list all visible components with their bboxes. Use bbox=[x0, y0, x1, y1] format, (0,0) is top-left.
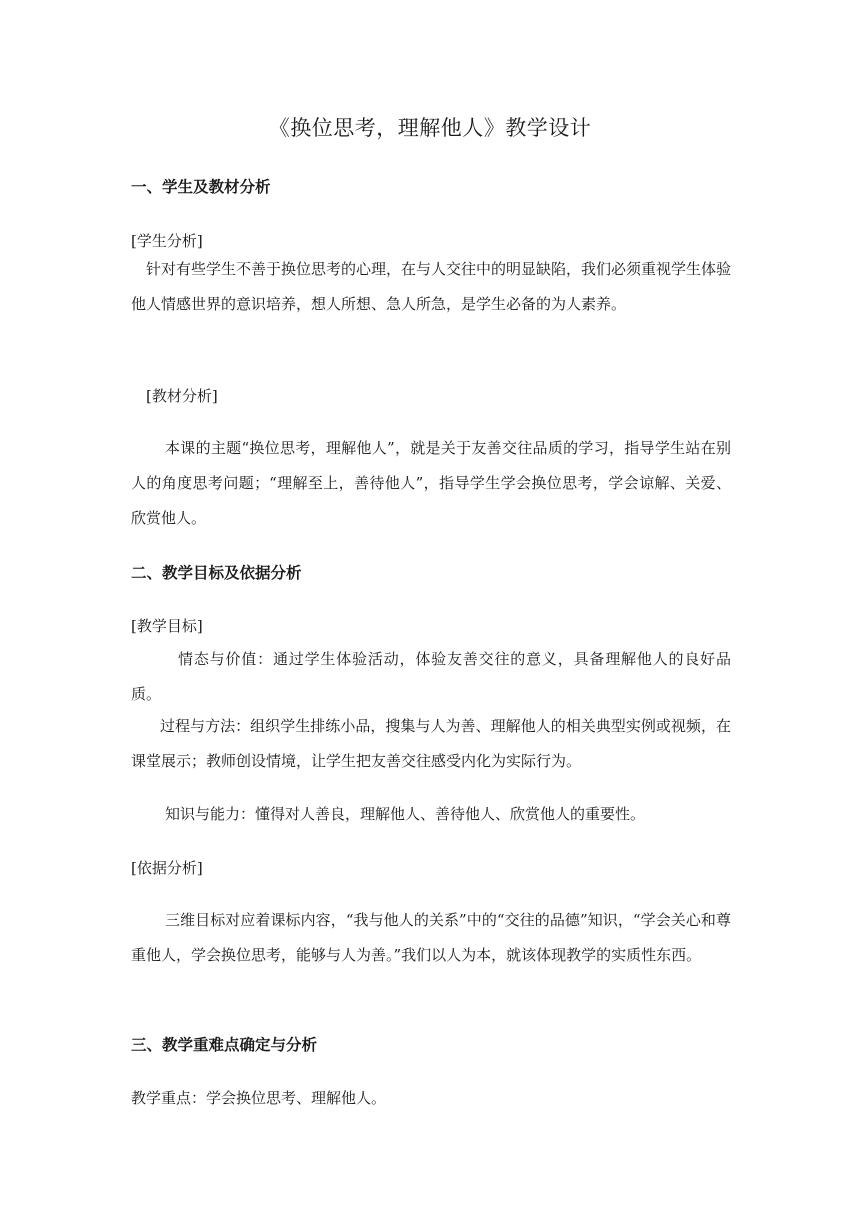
material-analysis-label: [教材分析] bbox=[146, 387, 218, 405]
key-point-text: 教学重点：学会换位思考、理解他人。 bbox=[131, 1089, 387, 1107]
student-analysis-text: 针对有些学生不善于换位思考的心理，在与人交往中的明显缺陷，我们必须重视学生体验他人情感世界的意识培养，想人所想、急人所急，是学生必备的为人素养。 bbox=[131, 260, 732, 313]
basis-analysis-text: 三维目标对应着课标内容，“我与他人的关系”中的“交往的品德”知识，“学会关心和尊重他人，学会换位思考，能够与人为善。”我们以人为本，就该体现教学的实质性东西。 bbox=[131, 911, 731, 964]
goal-process-text: 过程与方法：组织学生排练小品，搜集与人为善、理解他人的相关典型实例或视频，在课堂展示；教师创设情境，让学生把友善交往感受内化为实际行为。 bbox=[131, 717, 731, 770]
section-heading-goals-basis: 二、教学目标及依据分析 bbox=[131, 564, 302, 582]
teaching-goals-label: [教学目标] bbox=[131, 617, 203, 635]
section-heading-student-material: 一、学生及教材分析 bbox=[131, 178, 271, 196]
document-title: 《换位思考，理解他人》教学设计 bbox=[268, 116, 592, 140]
section-heading-key-difficult: 三、教学重难点确定与分析 bbox=[131, 1036, 318, 1054]
student-analysis-label: [学生分析] bbox=[131, 232, 203, 250]
basis-analysis-label: [依据分析] bbox=[131, 859, 203, 877]
goal-emotion-text: 情态与价值：通过学生体验活动，体验友善交往的意义，具备理解他人的良好品质。 bbox=[131, 650, 731, 703]
goal-knowledge-text: 知识与能力：懂得对人善良，理解他人、善待他人、欣赏他人的重要性。 bbox=[165, 805, 646, 823]
material-analysis-text: 本课的主题“换位思考，理解他人”，就是关于友善交往品质的学习，指导学生站在别人的角度思考问题；“理解至上，善待他人”，指导学生学会换位思考，学会谅解、关爱、欣赏他人。 bbox=[131, 439, 731, 527]
